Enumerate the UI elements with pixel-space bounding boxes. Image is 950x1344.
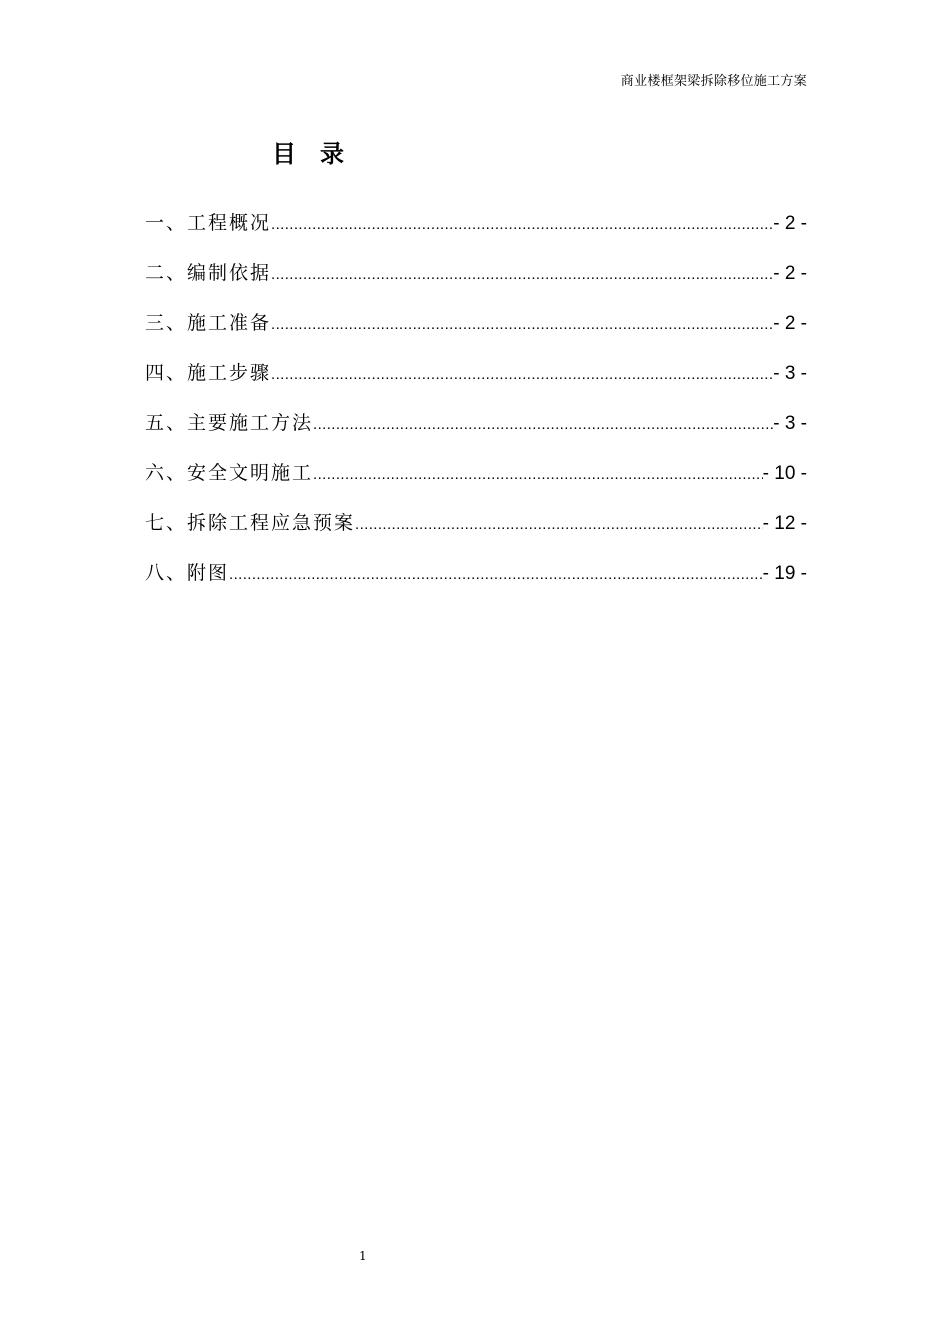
page-number: 1 [359,1249,367,1263]
toc-entry-label: 四、施工步骤 [145,362,272,384]
toc-entry[interactable] [145,458,807,508]
toc-entry-label: 五、主要施工方法 [145,412,314,434]
toc-entry[interactable] [145,258,807,308]
toc-entry[interactable] [145,358,807,408]
toc-title: 目录 [272,140,368,168]
toc-leader-dots [271,266,773,283]
toc-leader-dots [313,416,773,433]
toc-entry-page: - 3 - [773,363,807,384]
toc-leader-dots [313,466,763,483]
toc-entry[interactable] [145,558,807,608]
toc-entry[interactable] [145,408,807,458]
toc-entry-label: 一、工程概况 [145,212,272,234]
toc-entry-page: - 2 - [773,263,807,284]
toc-entry-page: - 19 - [762,563,807,584]
toc-entry-label: 二、编制依据 [145,262,272,284]
toc-leader-dots [229,566,763,583]
toc-entry[interactable] [145,508,807,558]
toc-entry-label: 三、施工准备 [145,312,272,334]
toc-leader-dots [271,216,773,233]
toc-entry-label: 七、拆除工程应急预案 [145,512,356,534]
toc-entry-page: - 10 - [762,463,807,484]
toc-leader-dots [271,366,773,383]
toc-leader-dots [355,516,763,533]
running-header: 商业楼框架梁拆除移位施工方案 [620,74,807,89]
toc-entry-label: 八、附图 [145,562,230,584]
toc-leader-dots [271,316,773,333]
toc-entry-page: - 2 - [773,313,807,334]
toc-entry[interactable] [145,308,807,358]
toc-entry-page: - 12 - [762,513,807,534]
toc-entry[interactable] [145,208,807,258]
toc-list [145,208,807,608]
toc-entry-page: - 2 - [773,213,807,234]
toc-entry-label: 六、安全文明施工 [145,462,314,484]
toc-entry-page: - 3 - [773,413,807,434]
